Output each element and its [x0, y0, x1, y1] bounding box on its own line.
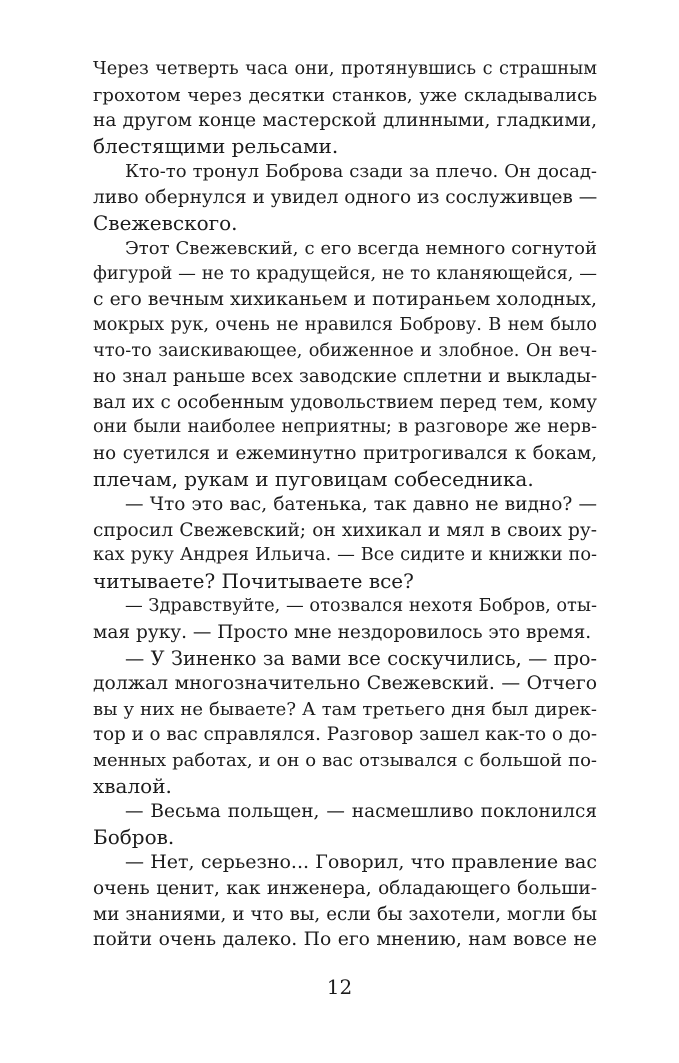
text-line: ках руку Андрея Ильича. — Все сидите и книжки по-: [93, 545, 597, 566]
text-line: вал их с особенным удовольствием перед тем, кому: [93, 391, 597, 413]
text-line: менных работах, и он о вас отзывался с большой по-: [93, 750, 597, 772]
text-line: но знал раньше всех заводские сплетни и выклады-: [93, 366, 597, 388]
page-number: 12: [326, 975, 353, 999]
text-line: — Весьма польщен, — насмешливо поклонился: [125, 801, 597, 823]
book-page-text: [93, 57, 597, 953]
text-line: — У Зиненко за вами все соскучились, — про-: [125, 646, 597, 670]
text-line: плечам, рукам и пуговицам собеседника.: [93, 466, 534, 491]
text-line: Этот Свежевский, с его всегда немного согнутой: [125, 238, 597, 260]
text-line: — Нет, серьезно... Говорил, что правление вас: [125, 851, 597, 874]
text-line: хвалой.: [93, 773, 172, 798]
text-line: Через четверть часа они, протянувшись с страшным: [93, 59, 597, 79]
text-line: пойти очень далеко. По его мнению, нам вовсе не: [93, 929, 597, 951]
text-line: но суетился и ежеминутно притрогивался к бокам,: [93, 442, 597, 464]
text-line: вы у них не бываете? А там третьего дня был дирек-: [93, 698, 597, 720]
text-line: тор и о вас справлялся. Разговор зашел как-то о до-: [93, 724, 598, 746]
text-line: спросил Свежевский; он хихикал и мял в своих ру-: [93, 519, 597, 541]
text-line: мокрых рук, очень не нравился Боброву. В нем было: [93, 314, 597, 335]
text-line: грохотом через десятки станков, уже складывались: [93, 84, 597, 106]
text-line: — Что это вас, батенька, так давно не видно? —: [125, 494, 597, 516]
text-line: читываете? Почитываете все?: [93, 568, 414, 593]
text-line: блестящими рельсами.: [93, 133, 339, 158]
text-line: Бобров.: [93, 824, 175, 849]
text-line: с его вечным хихиканьем и потираньем холодных,: [93, 289, 597, 311]
text-line: ми знаниями, и что вы, если бы захотели, могли бы: [93, 903, 597, 925]
text-line: фигурой — не то крадущейся, не то кланяющейся, —: [93, 263, 597, 284]
text-line: должал многозначительно Свежевский. — Отчего: [93, 673, 597, 695]
text-line: они были наиболее неприятны; в разговоре же нерв-: [93, 417, 597, 438]
text-line: очень ценит, как инженера, обладающего больши-: [93, 878, 597, 899]
text-line: — Здравствуйте, — отозвался нехотя Бобров, оты-: [125, 596, 597, 617]
text-line: Кто-то тронул Боброва сзади за плечо. Он досад-: [125, 161, 597, 183]
text-line: на другом конце мастерской длинными, гладкими,: [93, 110, 597, 132]
text-line: Свежевского.: [93, 210, 238, 235]
text-line: мая руку. — Просто мне нездоровилось это время.: [93, 622, 592, 644]
text-line: ливо обернулся и увидел одного из сослуживцев —: [93, 186, 598, 208]
text-line: что-то заискивающее, обиженное и злобное. Он веч-: [93, 340, 597, 361]
